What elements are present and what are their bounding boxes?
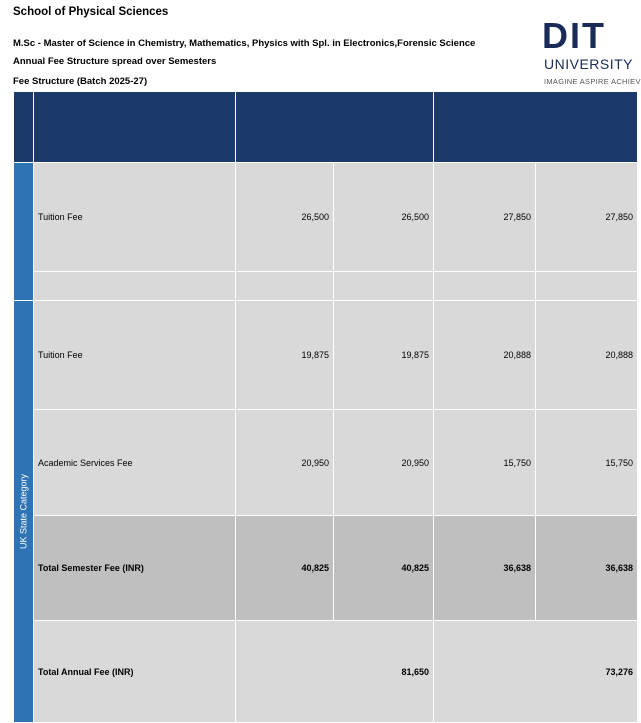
category-label: UK State Category xyxy=(14,301,34,723)
cell-value: 19,875 xyxy=(334,301,434,410)
table-row xyxy=(14,410,638,516)
cell-value xyxy=(334,515,434,621)
logo-brand: DIT xyxy=(542,18,606,54)
cell-value: 26,500 xyxy=(236,163,334,272)
table-row xyxy=(14,301,638,410)
row-label: Tuition Fee xyxy=(34,301,236,410)
fee-subtitle: Annual Fee Structure spread over Semesters xyxy=(13,56,216,67)
cell-value: 19,875 xyxy=(236,301,334,410)
row-label: Tuition Fee xyxy=(34,163,236,272)
row-label xyxy=(34,515,236,621)
logo-tagline: IMAGINE ASPIRE ACHIEVE xyxy=(544,77,641,86)
cell-value: 20,950 xyxy=(236,410,334,516)
cell-value xyxy=(434,515,536,621)
cell-value: 20,888 xyxy=(536,301,638,410)
cell-value: 15,750 xyxy=(536,410,638,516)
cell-value: 20,950 xyxy=(334,410,434,516)
cell-value xyxy=(434,621,638,723)
university-logo xyxy=(538,18,641,92)
row-label xyxy=(34,621,236,723)
logo-university: UNIVERSITY xyxy=(544,56,633,72)
program-title: M.Sc - Master of Science in Chemistry, Mathematics, Physics with Spl. in Electronics,Forensic Science xyxy=(13,38,475,49)
table-row xyxy=(14,515,638,621)
table-row xyxy=(14,163,638,272)
cell-value: 27,850 xyxy=(536,163,638,272)
batch-title: Fee Structure (Batch 2025-27) xyxy=(13,76,147,87)
cell-value: 26,500 xyxy=(334,163,434,272)
school-title: School of Physical Sciences xyxy=(13,6,168,18)
cell-value: 20,888 xyxy=(434,301,536,410)
cell-value xyxy=(236,515,334,621)
cell-value: 15,750 xyxy=(434,410,536,516)
cell-value xyxy=(536,515,638,621)
cell-value xyxy=(236,621,434,723)
cell-value: 27,850 xyxy=(434,163,536,272)
table-row xyxy=(14,621,638,723)
row-label: Academic Services Fee xyxy=(34,410,236,516)
fee-section-uk-state xyxy=(13,300,638,723)
